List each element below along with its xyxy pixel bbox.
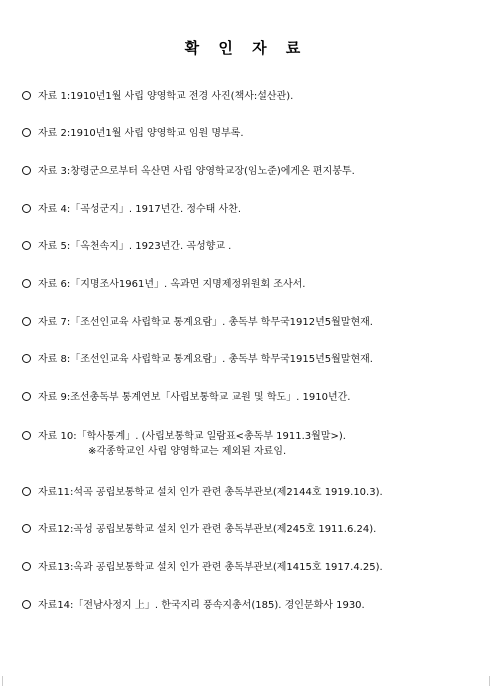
reference-item <box>22 89 484 104</box>
reference-text: 자료 8:「조선인교육 사립학교 통계요람」. 총독부 학무국1915년5월말현재. <box>38 354 373 365</box>
reference-text: 자료 2:1910년1월 사립 양영학교 임원 명부록. <box>38 128 244 139</box>
reference-item <box>22 429 484 459</box>
reference-text: 자료14:「전남사정지 上」. 한국지리 풍속지총서(185). 경인문화사 1930. <box>38 600 365 611</box>
reference-item <box>22 202 484 217</box>
circle-bullet-icon <box>22 562 31 571</box>
reference-item <box>22 485 484 500</box>
reference-note: ※각종학교인 사립 양영학교는 제외된 자료임. <box>88 446 287 457</box>
circle-bullet-icon <box>22 354 31 363</box>
circle-bullet-icon <box>22 128 31 137</box>
circle-bullet-icon <box>22 392 31 401</box>
circle-bullet-icon <box>22 241 31 250</box>
circle-bullet-icon <box>22 487 31 496</box>
reference-item <box>22 277 484 292</box>
circle-bullet-icon <box>22 600 31 609</box>
reference-text: 자료 3:창령군으로부터 옥산면 사립 양영학교장(임노준)에게온 편지봉투. <box>38 166 355 177</box>
reference-text: 자료 4:「곡성군지」. 1917년간. 정수태 사찬. <box>38 204 242 215</box>
reference-text: 자료13:옥과 공립보통학교 설치 인가 관련 총독부관보(제1415호 1917.4.25). <box>38 562 383 573</box>
reference-item <box>22 390 484 405</box>
circle-bullet-icon <box>22 204 31 213</box>
page-corner-mark <box>489 676 490 686</box>
reference-text: 자료 5:「옥천속지」. 1923년간. 곡성향교 . <box>38 241 232 252</box>
reference-item <box>22 352 484 367</box>
page-corner-mark <box>2 676 3 686</box>
reference-text: 자료 7:「조선인교육 사립학교 통계요람」. 총독부 학무국1912년5월말현재. <box>38 317 373 328</box>
circle-bullet-icon <box>22 524 31 533</box>
circle-bullet-icon <box>22 279 31 288</box>
reference-item <box>22 239 484 254</box>
reference-item <box>22 126 484 141</box>
reference-text: 자료 10:「학사통계」. (사립보통학교 일람표<총독부 1911.3월말>). <box>38 431 346 442</box>
reference-item <box>22 560 484 575</box>
circle-bullet-icon <box>22 431 31 440</box>
reference-text: 자료12:곡성 공립보통학교 설치 인가 관련 총독부관보(제245호 1911.6.24). <box>38 524 377 535</box>
reference-item <box>22 598 484 613</box>
reference-text: 자료 1:1910년1월 사립 양영학교 전경 사진(책사:설산관). <box>38 91 294 102</box>
reference-item <box>22 522 484 537</box>
reference-item <box>22 315 484 330</box>
reference-text: 자료11:석곡 공립보통학교 설치 인가 관련 총독부관보(제2144호 1919.10.3). <box>38 487 383 498</box>
circle-bullet-icon <box>22 317 31 326</box>
circle-bullet-icon <box>22 166 31 175</box>
reference-text: 자료 6:「지명조사1961년」. 옥과면 지명제정위원회 조사서. <box>38 279 306 290</box>
page-title: 확 인 자 료 <box>184 39 308 57</box>
circle-bullet-icon <box>22 91 31 100</box>
reference-text: 자료 9:조선총독부 통계연보「사립보통학교 교원 및 학도」. 1910년간. <box>38 392 351 403</box>
reference-item <box>22 164 484 179</box>
